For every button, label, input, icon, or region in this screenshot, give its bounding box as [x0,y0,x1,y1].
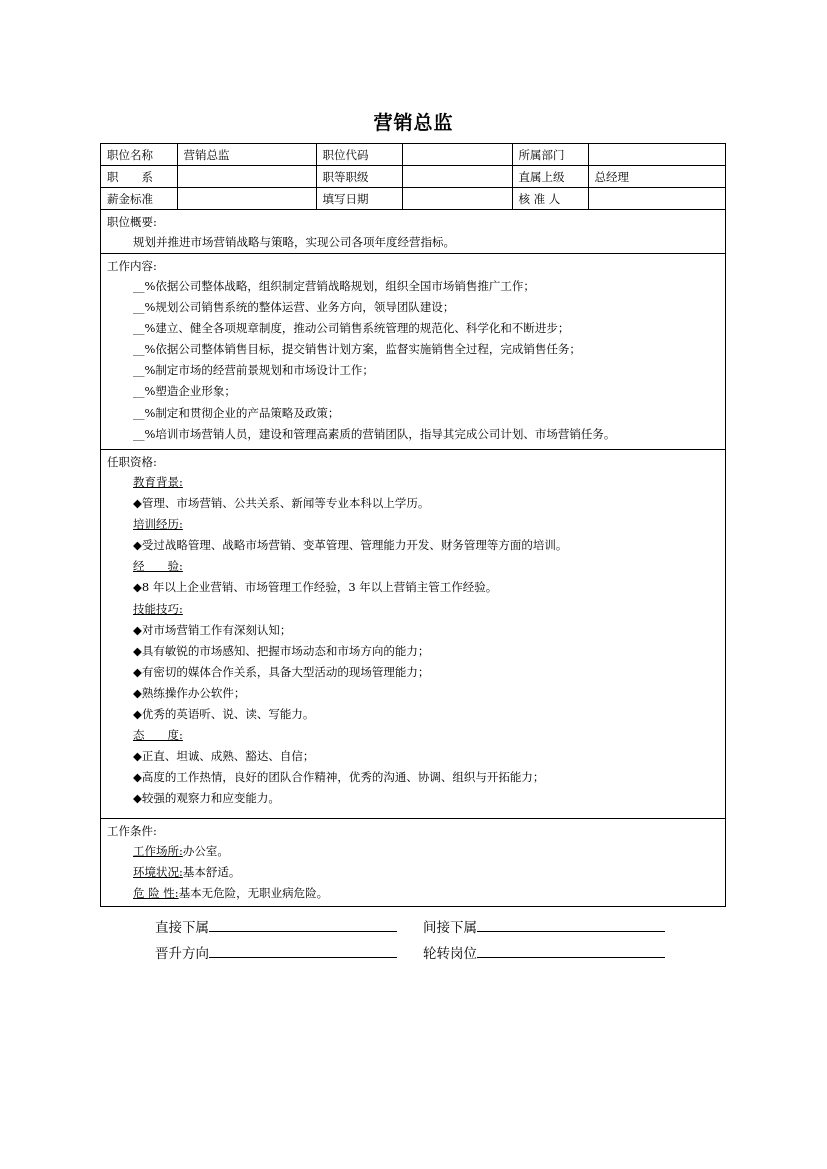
indirect-subordinate-label: 间接下属 [423,920,477,936]
label-position-name: 职位名称 [101,144,177,166]
value-position-code [402,144,512,166]
list-item: ◆有密切的媒体合作关系，具备大型活动的现场管理能力； [133,664,430,679]
training-label: 培训经历: [133,517,183,532]
job-description-sheet [100,143,726,907]
rotation-blank[interactable] [477,943,665,958]
label-fill-date: 填写日期 [316,188,402,210]
education-text: ◆管理、市场营销、公共关系、新闻等专业本科以上学历。 [133,496,430,511]
indirect-subordinate-field [423,916,665,936]
place-label: 工作场所: [133,844,183,858]
label-supervisor: 直属上级 [512,166,588,188]
info-row [101,188,725,210]
list-item: __%依据公司整体销售目标，提交销售计划方案，监督实施销售全过程，完成销售任务； [133,342,581,357]
summary-section [101,210,725,254]
direct-subordinate-blank[interactable] [209,917,397,932]
section-heading: 工作内容: [107,259,157,273]
value-salary [177,188,316,210]
list-item: __%塑造企业形象； [133,384,236,399]
risk-value: 基本无危险，无职业病危险。 [178,886,329,901]
condition-row [107,883,719,904]
promotion-label: 晋升方向 [155,946,209,962]
experience-text: ◆8 年以上企业营销、市场管理工作经验，3 年以上营销主管工作经验。 [133,580,498,595]
list-item: __%建立、健全各项规章制度，推动公司销售系统管理的规范化、科学化和不断进步； [133,321,570,336]
label-job-family: 职 系 [101,166,177,188]
value-fill-date [402,188,512,210]
value-position-name: 营销总监 [177,144,316,166]
environment-value: 基本舒适。 [182,865,241,880]
list-item: ◆较强的观察力和应变能力。 [133,791,280,806]
list-item: ◆具有敏锐的市场感知、把握市场动态和市场方向的能力； [133,643,430,658]
list-item: __%制定市场的经营前景规划和市场设计工作； [133,363,374,378]
label-grade: 职等职级 [316,166,402,188]
label-approver: 核 准 人 [512,188,588,210]
info-row [101,144,725,166]
list-item: ◆高度的工作热情，良好的团队合作精神，优秀的沟通、协调、组织与开拓能力； [133,770,545,785]
value-approver [588,188,725,210]
experience-label: 经 验: [133,559,183,574]
direct-subordinate-label: 直接下属 [155,920,209,936]
training-text: ◆受过战略管理、战略市场营销、变革管理、管理能力开发、财务管理等方面的培训。 [133,538,568,553]
value-supervisor: 总经理 [588,166,725,188]
value-department [588,144,725,166]
value-grade [402,166,512,188]
label-department: 所属部门 [512,144,588,166]
section-heading: 任职资格: [107,455,157,469]
list-item: ◆正直、坦诚、成熟、豁达、自信； [133,749,315,764]
attitude-label: 态 度: [133,728,183,743]
place-value: 办公室。 [182,844,229,858]
rotation-field [423,942,665,962]
value-job-family [177,166,316,188]
label-salary: 薪金标准 [101,188,177,210]
info-table [101,144,725,210]
list-item: ◆熟练操作办公软件； [133,685,246,700]
environment-label: 环境状况: [133,865,183,880]
qualifications-section [101,450,725,819]
skills-label: 技能技巧: [133,601,183,616]
rotation-label: 轮转岗位 [423,946,477,962]
indirect-subordinate-blank[interactable] [477,917,665,932]
risk-label: 危 险 性: [133,886,179,901]
list-item: __%规划公司销售系统的整体运营、业务方向，领导团队建设； [133,300,455,315]
promotion-blank[interactable] [209,943,397,958]
duties-section [101,254,725,450]
info-row [101,166,725,188]
list-item: __%依据公司整体战略，组织制定营销战略规划，组织全国市场销售推广工作； [133,279,535,293]
direct-subordinate-field [155,916,397,936]
education-label: 教育背景: [133,475,183,489]
page-title: 营销总监 [373,112,454,134]
section-heading: 职位概要: [107,215,157,229]
condition-row [107,862,719,883]
label-position-code: 职位代码 [316,144,402,166]
summary-text: 规划并推进市场营销战略与策略，实现公司各项年度经营指标。 [133,235,455,249]
list-item: ◆优秀的英语听、说、读、写能力。 [133,707,315,722]
list-item: ◆对市场营销工作有深刻认知； [133,622,292,637]
condition-row [107,841,719,862]
promotion-field [155,942,397,962]
conditions-section [101,819,725,908]
list-item: __%培训市场营销人员，建设和管理高素质的营销团队，指导其完成公司计划、市场营销任务。 [133,426,616,441]
section-heading: 工作条件: [107,824,157,838]
list-item: __%制定和贯彻企业的产品策略及政策； [133,405,340,420]
